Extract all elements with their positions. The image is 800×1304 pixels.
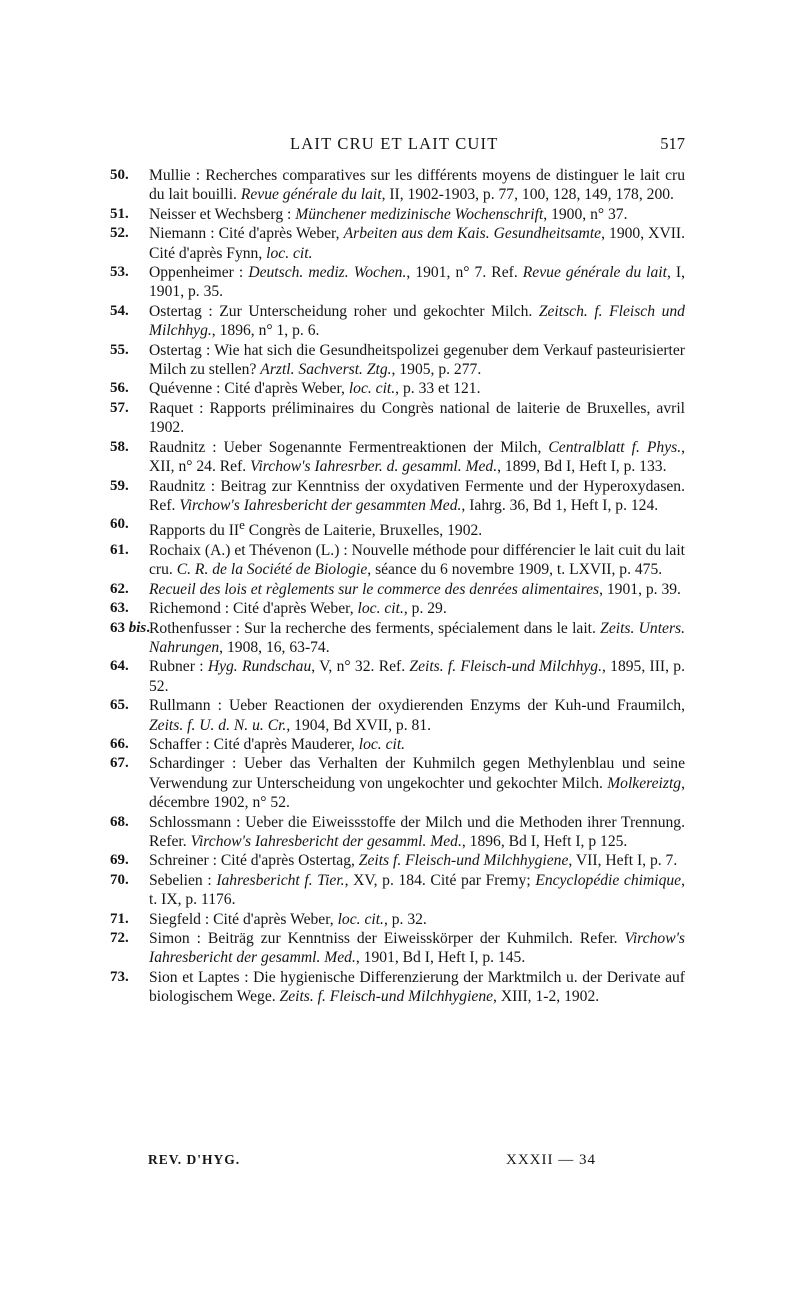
reference-text: Raudnitz : Ueber Sogenannte Fermentreaktionen der Milch, Centralblatt f. Phys., XII, n° 24. Ref. Virchow's Iahresrber. d. gesamml. Med., 1899, Bd I, Heft I, p. 133. (149, 438, 685, 476)
reference-text: Schlossmann : Ueber die Eiweissstoffe der Milch und die Methoden ihrer Trennung. Refer. Virchow's Iahresbericht der gesamml. Med., 1896, Bd I, Heft I, p 125. (149, 813, 685, 850)
reference-number: 56. (110, 380, 129, 397)
reference-list (0, 166, 800, 1007)
reference-number: 71. (110, 910, 129, 927)
reference-entry (0, 813, 685, 852)
reference-number: 57. (110, 399, 129, 416)
reference-number: 69. (110, 852, 129, 869)
reference-number: 50. (110, 167, 129, 183)
reference-text: Schardinger : Ueber das Verhalten der Kuhmilch gegen Methylenblau und seine Verwendung zur Unterscheidung von ungekochter und gekochter Milch. Molkereiztg, décembre 1902, n° 52. (149, 755, 685, 812)
reference-text: Niemann : Cité d'après Weber, Arbeiten aus dem Kais. Gesundheitsamte, 1900, XVII. Cité d'après Fynn, loc. cit. (149, 225, 685, 262)
page-footer (0, 1152, 800, 1174)
reference-entry (0, 438, 685, 477)
reference-text: Neisser et Wechsberg : Münchener medizinische Wochenschrift, 1900, n° 37. (149, 205, 628, 223)
reference-text: Rullmann : Ueber Reactionen der oxydierenden Enzyms der Kuh-und Fraumilch, Zeits. f. U. d. N. u. Cr., 1904, Bd XVII, p. 81. (149, 697, 685, 734)
reference-entry (0, 379, 685, 398)
reference-entry (0, 657, 685, 696)
reference-entry (0, 477, 685, 516)
running-title: LAIT CRU ET LAIT CUIT (290, 134, 499, 153)
reference-number: 70. (110, 871, 129, 888)
reference-text: Quévenne : Cité d'après Weber, loc. cit., p. 33 et 121. (149, 380, 481, 398)
reference-number: 55. (110, 341, 129, 358)
reference-number: 65. (110, 697, 129, 714)
reference-number: 61. (110, 541, 129, 558)
reference-entry (0, 224, 685, 263)
reference-text: Schreiner : Cité d'après Ostertag, Zeits f. Fleisch-und Milchhygiene, VII, Heft I, p. 7. (149, 852, 678, 870)
reference-number: 63. (110, 600, 129, 617)
reference-text: Ostertag : Zur Unterscheidung roher und gekochter Milch. Zeitsch. f. Fleisch und Milchhyg., 1896, n° 1, p. 6. (149, 302, 685, 340)
reference-entry (0, 851, 685, 870)
reference-entry (0, 580, 685, 599)
reference-text: Raudnitz : Beitrag zur Kenntniss der oxydativen Fermente und der Hyperoxydasen. Ref. Virchow's Iahresbericht der gesammten Med., Iahrg. 36, Bd 1, Heft I, p. 124. (149, 477, 685, 514)
reference-entry (0, 910, 685, 929)
reference-text: Recueil des lois et règlements sur le commerce des denrées alimentaires, 1901, p. 39. (149, 580, 681, 598)
reference-entry (0, 541, 685, 580)
reference-number: 68. (110, 813, 129, 830)
reference-number: 67. (110, 755, 129, 772)
reference-entry (0, 929, 685, 968)
reference-text: Sebelien : Iahresbericht f. Tier., XV, p. 184. Cité par Fremy; Encyclopédie chimique, t. IX, p. 1176. (149, 871, 686, 909)
reference-text: Rothenfusser : Sur la recherche des ferments, spécialement dans le lait. Zeits. Unters. Nahrungen, 1908, 16, 63-74. (149, 619, 685, 656)
reference-entry (0, 735, 685, 754)
reference-text: Mullie : Recherches comparatives sur les différents moyens de distinguer le lait cru du lait bouilli. Revue générale du lait, II, 1902-1903, p. 77, 100, 128, 149, 178, 200. (149, 167, 685, 204)
reference-number: 62. (110, 580, 129, 597)
reference-entry (0, 302, 685, 341)
reference-entry (0, 696, 685, 735)
reference-number: 64. (110, 658, 129, 675)
volume-signature: XXXII — 34 (506, 1152, 596, 1168)
reference-text: Schaffer : Cité d'après Mauderer, loc. cit. (149, 735, 406, 753)
reference-text: Ostertag : Wie hat sich die Gesundheitspolizei gegenuber dem Verkauf pasteurisierter Milch zu stellen? Arztl. Sachverst. Ztg., 1905, p. 277. (149, 341, 685, 379)
reference-entry (0, 341, 685, 380)
reference-entry (0, 968, 685, 1007)
reference-number: 53. (110, 264, 129, 281)
reference-entry (0, 263, 685, 302)
reference-text: Richemond : Cité d'après Weber, loc. cit., p. 29. (149, 600, 447, 618)
reference-number: 54. (110, 302, 129, 319)
reference-text: Rapports du IIe Congrès de Laiterie, Bruxelles, 1902. (149, 517, 483, 540)
reference-entry (0, 619, 685, 658)
reference-number: 59. (110, 477, 129, 494)
reference-text: Raquet : Rapports préliminaires du Congrès national de laiterie de Bruxelles, avril 1902. (149, 399, 685, 437)
reference-number: 63 bis. (110, 619, 151, 636)
page-header (0, 134, 800, 158)
reference-text: Oppenheimer : Deutsch. mediz. Wochen., 1901, n° 7. Ref. Revue générale du lait, I, 1901, p. 35. (149, 264, 686, 301)
reference-number: 58. (110, 438, 129, 455)
reference-entry (0, 871, 685, 910)
reference-number: 52. (110, 225, 129, 242)
journal-abbreviation: REV. D'HYG. (148, 1152, 241, 1167)
reference-number: 66. (110, 735, 129, 752)
reference-text: Rochaix (A.) et Thévenon (L.) : Nouvelle méthode pour différencier le lait cuit du lait cru. C. R. de la Société de Biologie, séance du 6 novembre 1909, t. LXVII, p. 475. (149, 541, 685, 579)
reference-entry (0, 399, 685, 438)
reference-text: Rubner : Hyg. Rundschau, V, n° 32. Ref. Zeits. f. Fleisch-und Milchhyg., 1895, III, p. 52. (149, 658, 685, 695)
reference-entry (0, 599, 685, 618)
reference-number: 72. (110, 930, 129, 947)
reference-number: 60. (110, 516, 129, 533)
reference-number: 73. (110, 968, 129, 985)
reference-text: Sion et Laptes : Die hygienische Differenzierung der Marktmilch u. der Derivate auf biologischem Wege. Zeits. f. Fleisch-und Milchhygiene, XIII, 1-2, 1902. (149, 968, 685, 1006)
reference-entry (0, 205, 685, 224)
reference-entry (0, 754, 685, 812)
page-number: 517 (660, 134, 685, 153)
reference-text: Siegfeld : Cité d'après Weber, loc. cit., p. 32. (149, 910, 427, 928)
reference-entry (0, 166, 685, 205)
reference-entry (0, 515, 685, 541)
reference-number: 51. (110, 205, 129, 222)
reference-text: Simon : Beiträg zur Kenntniss der Eiweisskörper der Kuhmilch. Refer. Virchow's Iahresbericht der gesamml. Med., 1901, Bd I, Heft I, p. 145. (149, 930, 685, 967)
